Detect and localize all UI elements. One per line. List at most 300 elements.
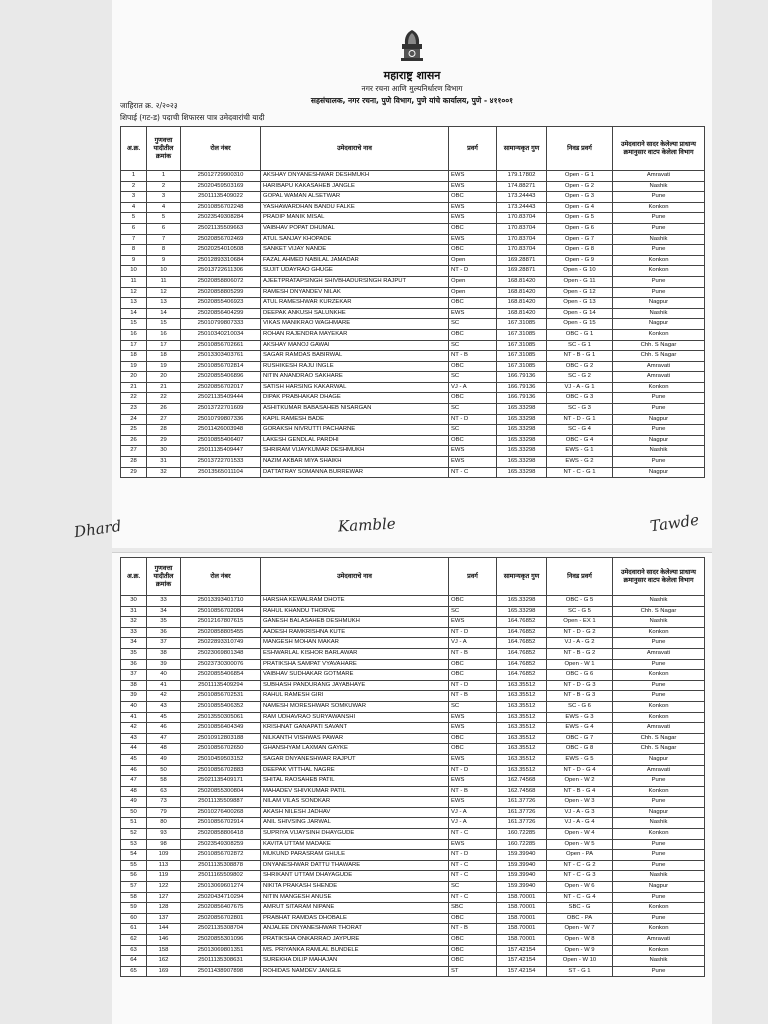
- cell-selection-category: SC - G 4: [547, 425, 613, 436]
- cell-selection-category: Open - W 2: [547, 776, 613, 787]
- cell-normalized-marks: 164.76852: [497, 670, 547, 681]
- table-row: [121, 945, 705, 956]
- cell-candidate-name: VIKAS MANIKRAO WAGHMARE: [261, 319, 449, 330]
- cell-serial: 59: [121, 903, 147, 914]
- cell-selection-category: EWS - G 5: [547, 754, 613, 765]
- cell-serial: 44: [121, 744, 147, 755]
- cell-merit-rank: 127: [147, 892, 181, 903]
- cell-candidate-name: SHRIRAM VIJAYKUMAR DESHMUKH: [261, 446, 449, 457]
- cell-normalized-marks: 166.79136: [497, 372, 547, 383]
- cell-allotted-division: Konkon: [613, 329, 705, 340]
- cell-serial: 11: [121, 276, 147, 287]
- cell-serial: 33: [121, 627, 147, 638]
- cell-candidate-name: PRATIKSHA SAMPAT VYAVAHARE: [261, 659, 449, 670]
- cell-merit-rank: 19: [147, 361, 181, 372]
- table-row: [121, 202, 705, 213]
- cell-merit-rank: 17: [147, 340, 181, 351]
- table-row: [121, 171, 705, 182]
- cell-normalized-marks: 173.24443: [497, 202, 547, 213]
- cell-normalized-marks: 160.72285: [497, 829, 547, 840]
- cell-normalized-marks: 165.33298: [497, 606, 547, 617]
- cell-roll-number: 25023730300076: [181, 659, 261, 670]
- cell-selection-category: Open - PA: [547, 850, 613, 861]
- table-row: [121, 670, 705, 681]
- table-row: [121, 765, 705, 776]
- table-body-page-1: [121, 171, 705, 478]
- cell-merit-rank: 1: [147, 171, 181, 182]
- cell-selection-category: SC - G 1: [547, 340, 613, 351]
- cell-normalized-marks: 163.35512: [497, 691, 547, 702]
- cell-selection-category: NT - D - G 3: [547, 680, 613, 691]
- cell-category: EWS: [449, 617, 497, 628]
- cell-allotted-division: Konkon: [613, 924, 705, 935]
- cell-merit-rank: 11: [147, 276, 181, 287]
- cell-merit-rank: 37: [147, 638, 181, 649]
- col-roll-number: रोल नंबर: [181, 127, 261, 171]
- cell-normalized-marks: 161.37726: [497, 818, 547, 829]
- cell-candidate-name: YASHAWARDHAN BANDU FALKE: [261, 202, 449, 213]
- cell-merit-rank: 3: [147, 192, 181, 203]
- cell-candidate-name: DNYANESHWAR DATTU THAWARE: [261, 860, 449, 871]
- table-row: [121, 701, 705, 712]
- cell-allotted-division: Pune: [613, 850, 705, 861]
- cell-candidate-name: SUPRIYA VIJAYSINH DHAYGUDE: [261, 829, 449, 840]
- cell-candidate-name: SAGAR DNYANESHWAR RAJPUT: [261, 754, 449, 765]
- cell-candidate-name: PRATIKSHA ONKARRAO JAYPURE: [261, 935, 449, 946]
- cell-allotted-division: Pune: [613, 839, 705, 850]
- cell-roll-number: 25020856702801: [181, 913, 261, 924]
- cell-selection-category: Open - EX 1: [547, 617, 613, 628]
- cell-normalized-marks: 159.39940: [497, 860, 547, 871]
- cell-merit-rank: 43: [147, 701, 181, 712]
- cell-normalized-marks: 163.35512: [497, 733, 547, 744]
- table-row: [121, 245, 705, 256]
- col-selection-category: निवड प्रवर्ग: [547, 558, 613, 596]
- cell-merit-rank: 41: [147, 680, 181, 691]
- col-category: प्रवर्ग: [449, 558, 497, 596]
- cell-candidate-name: NITIN MANGESH ANUSE: [261, 892, 449, 903]
- cell-selection-category: VJ - A - G 2: [547, 638, 613, 649]
- cell-selection-category: Open - G 14: [547, 308, 613, 319]
- cell-merit-rank: 28: [147, 425, 181, 436]
- cell-category: EWS: [449, 754, 497, 765]
- cell-allotted-division: Pune: [613, 659, 705, 670]
- cell-selection-category: VJ - A - G 4: [547, 818, 613, 829]
- cell-merit-rank: 144: [147, 924, 181, 935]
- table-row: [121, 839, 705, 850]
- cell-roll-number: 25010856404349: [181, 723, 261, 734]
- cell-merit-rank: 20: [147, 372, 181, 383]
- cell-category: NT - B: [449, 351, 497, 362]
- cell-roll-number: 25023549308259: [181, 839, 261, 850]
- cell-selection-category: VJ - A - G 3: [547, 807, 613, 818]
- cell-category: NT - D: [449, 850, 497, 861]
- cell-selection-category: OBC - G 1: [547, 329, 613, 340]
- cell-serial: 20: [121, 372, 147, 383]
- cell-category: VJ - A: [449, 638, 497, 649]
- col-candidate-name: उमेदवाराचे नाव: [261, 558, 449, 596]
- cell-candidate-name: KAVITA UTTAM MADAKE: [261, 839, 449, 850]
- cell-allotted-division: Pune: [613, 393, 705, 404]
- cell-normalized-marks: 164.76852: [497, 627, 547, 638]
- cell-roll-number: 25010799807333: [181, 319, 261, 330]
- cell-allotted-division: Amravati: [613, 171, 705, 182]
- table-row: [121, 393, 705, 404]
- cell-allotted-division: Nagpur: [613, 414, 705, 425]
- cell-roll-number: 25010340210034: [181, 329, 261, 340]
- cell-merit-rank: 113: [147, 860, 181, 871]
- cell-selection-category: OBC - G 3: [547, 393, 613, 404]
- cell-merit-rank: 169: [147, 966, 181, 977]
- cell-roll-number: 25010856702248: [181, 202, 261, 213]
- cell-category: OBC: [449, 659, 497, 670]
- cell-category: OBC: [449, 435, 497, 446]
- cell-normalized-marks: 165.33298: [497, 467, 547, 478]
- cell-roll-number: 25020858806072: [181, 276, 261, 287]
- table-row: [121, 913, 705, 924]
- cell-category: OBC: [449, 361, 497, 372]
- cell-candidate-name: PRADIP MANIK MISAL: [261, 213, 449, 224]
- cell-allotted-division: Nashik: [613, 871, 705, 882]
- page-1: [112, 0, 712, 548]
- cell-selection-category: Open - G 4: [547, 202, 613, 213]
- col-allotted-division: उमेदवाराने सादर केलेल्या प्राधान्य क्रमानुसार वाटप केलेला विभाग: [613, 127, 705, 171]
- cell-allotted-division: Konkon: [613, 903, 705, 914]
- cell-category: SBC: [449, 903, 497, 914]
- cell-category: NT - C: [449, 892, 497, 903]
- cell-normalized-marks: 161.37726: [497, 797, 547, 808]
- cell-candidate-name: ROHAN RAJENDRA MAYEKAR: [261, 329, 449, 340]
- cell-selection-category: Open - G 13: [547, 298, 613, 309]
- cell-category: OBC: [449, 670, 497, 681]
- cell-normalized-marks: 169.28871: [497, 255, 547, 266]
- table-row: [121, 319, 705, 330]
- table-row: [121, 308, 705, 319]
- cell-selection-category: Open - G 9: [547, 255, 613, 266]
- table-row: [121, 596, 705, 607]
- cell-selection-category: EWS - G 3: [547, 712, 613, 723]
- cell-roll-number: 25021135409171: [181, 776, 261, 787]
- table-header-row: [121, 127, 705, 171]
- cell-allotted-division: Pune: [613, 457, 705, 468]
- cell-allotted-division: Nashik: [613, 308, 705, 319]
- cell-allotted-division: Pune: [613, 223, 705, 234]
- cell-serial: 62: [121, 935, 147, 946]
- cell-candidate-name: MAHADEV SHIVKUMAR PATIL: [261, 786, 449, 797]
- cell-serial: 32: [121, 617, 147, 628]
- cell-normalized-marks: 170.83704: [497, 245, 547, 256]
- cell-category: SC: [449, 372, 497, 383]
- cell-selection-category: Open - W 10: [547, 956, 613, 967]
- cell-merit-rank: 39: [147, 659, 181, 670]
- cell-roll-number: 25020855406854: [181, 670, 261, 681]
- cell-merit-rank: 46: [147, 723, 181, 734]
- cell-serial: 35: [121, 648, 147, 659]
- cell-category: NT - B: [449, 648, 497, 659]
- table-row: [121, 213, 705, 224]
- cell-allotted-division: Nashik: [613, 181, 705, 192]
- cell-selection-category: Open - W 8: [547, 935, 613, 946]
- cell-category: Open: [449, 255, 497, 266]
- cell-serial: 41: [121, 712, 147, 723]
- cell-normalized-marks: 166.79136: [497, 382, 547, 393]
- cell-candidate-name: FAZAL AHMED NABILAL JAMADAR: [261, 255, 449, 266]
- table-row: [121, 807, 705, 818]
- cell-candidate-name: ANJALEE DNYANESHWAR THORAT: [261, 924, 449, 935]
- table-row: [121, 648, 705, 659]
- cell-category: NT - D: [449, 765, 497, 776]
- cell-normalized-marks: 165.33298: [497, 446, 547, 457]
- table-row: [121, 340, 705, 351]
- cell-merit-rank: 8: [147, 245, 181, 256]
- cell-category: NT - D: [449, 414, 497, 425]
- table-row: [121, 871, 705, 882]
- cell-serial: 56: [121, 871, 147, 882]
- cell-merit-rank: 109: [147, 850, 181, 861]
- cell-selection-category: NT - D - G 1: [547, 414, 613, 425]
- cell-candidate-name: LAKESH GENDLAL PARDHI: [261, 435, 449, 446]
- cell-category: VJ - A: [449, 818, 497, 829]
- cell-serial: 54: [121, 850, 147, 861]
- table-row: [121, 457, 705, 468]
- cell-candidate-name: NITIN ANANDRAO SAKHARE: [261, 372, 449, 383]
- cell-selection-category: NT - C - G 1: [547, 467, 613, 478]
- table-row: [121, 903, 705, 914]
- cell-roll-number: 25013722611306: [181, 266, 261, 277]
- cell-allotted-division: Pune: [613, 966, 705, 977]
- cell-candidate-name: SANKET VIJAY NANDE: [261, 245, 449, 256]
- cell-category: EWS: [449, 723, 497, 734]
- cell-category: NT - C: [449, 871, 497, 882]
- cell-selection-category: Open - G 1: [547, 171, 613, 182]
- cell-roll-number: 25020855406923: [181, 298, 261, 309]
- cell-serial: 63: [121, 945, 147, 956]
- cell-candidate-name: VAIBHAV POPAT DHUMAL: [261, 223, 449, 234]
- cell-category: SC: [449, 882, 497, 893]
- cell-candidate-name: RUSHIKESH RAJU INGLE: [261, 361, 449, 372]
- cell-candidate-name: KAPIL RAMESH BADE: [261, 414, 449, 425]
- cell-serial: 60: [121, 913, 147, 924]
- cell-merit-rank: 9: [147, 255, 181, 266]
- cell-normalized-marks: 162.74568: [497, 786, 547, 797]
- table-row: [121, 924, 705, 935]
- signature-center: Kamble: [337, 514, 397, 536]
- cell-normalized-marks: 165.33298: [497, 404, 547, 415]
- cell-merit-rank: 12: [147, 287, 181, 298]
- cell-serial: 50: [121, 807, 147, 818]
- cell-allotted-division: Chh. S Nagar: [613, 606, 705, 617]
- cell-roll-number: 25010856702531: [181, 691, 261, 702]
- cell-allotted-division: Amravati: [613, 723, 705, 734]
- cell-serial: 14: [121, 308, 147, 319]
- cell-category: EWS: [449, 181, 497, 192]
- cell-merit-rank: 6: [147, 223, 181, 234]
- cell-serial: 18: [121, 351, 147, 362]
- cell-candidate-name: VAIBHAV SUDHAKAR GOTMARE: [261, 670, 449, 681]
- cell-candidate-name: SUBHASH PANDURANG JAYABHAYE: [261, 680, 449, 691]
- cell-normalized-marks: 167.31085: [497, 340, 547, 351]
- cell-normalized-marks: 163.35512: [497, 701, 547, 712]
- table-row: [121, 882, 705, 893]
- cell-serial: 16: [121, 329, 147, 340]
- cell-serial: 52: [121, 829, 147, 840]
- cell-roll-number: 25020858805299: [181, 287, 261, 298]
- cell-normalized-marks: 170.83704: [497, 213, 547, 224]
- cell-roll-number: 25013303403761: [181, 351, 261, 362]
- cell-roll-number: 25012167807615: [181, 617, 261, 628]
- cell-normalized-marks: 167.31085: [497, 351, 547, 362]
- cell-roll-number: 25021135308704: [181, 924, 261, 935]
- cell-normalized-marks: 160.72285: [497, 839, 547, 850]
- table-row: [121, 329, 705, 340]
- col-selection-category: निवड प्रवर्ग: [547, 127, 613, 171]
- cell-selection-category: NT - B - G 1: [547, 351, 613, 362]
- state-emblem-icon: [395, 26, 429, 66]
- cell-selection-category: NT - D - G 2: [547, 627, 613, 638]
- col-category: प्रवर्ग: [449, 127, 497, 171]
- cell-serial: 13: [121, 298, 147, 309]
- cell-candidate-name: AMRUT SITARAM NIPANE: [261, 903, 449, 914]
- cell-normalized-marks: 173.24443: [497, 192, 547, 203]
- table-row: [121, 850, 705, 861]
- table-row: [121, 754, 705, 765]
- cell-normalized-marks: 167.31085: [497, 361, 547, 372]
- cell-normalized-marks: 168.81420: [497, 287, 547, 298]
- table-row: [121, 818, 705, 829]
- cell-roll-number: 25020459503169: [181, 181, 261, 192]
- cell-roll-number: 25010856702883: [181, 765, 261, 776]
- cell-candidate-name: GOPAL WAMAN ALSETWAR: [261, 192, 449, 203]
- table-row: [121, 627, 705, 638]
- table-row: [121, 638, 705, 649]
- cell-merit-rank: 146: [147, 935, 181, 946]
- cell-serial: 34: [121, 638, 147, 649]
- cell-selection-category: Open - W 5: [547, 839, 613, 850]
- cell-serial: 23: [121, 404, 147, 415]
- table-row: [121, 659, 705, 670]
- cell-roll-number: 25013069601274: [181, 882, 261, 893]
- cell-merit-rank: 73: [147, 797, 181, 808]
- col-merit-rank: गुणवत्ता यादीतील क्रमांक: [147, 127, 181, 171]
- cell-category: OBC: [449, 945, 497, 956]
- cell-allotted-division: Nashik: [613, 596, 705, 607]
- cell-selection-category: OBC - G 7: [547, 733, 613, 744]
- table-row: [121, 776, 705, 787]
- table-row: [121, 606, 705, 617]
- cell-merit-rank: 49: [147, 754, 181, 765]
- cell-allotted-division: Chh. S Nagar: [613, 733, 705, 744]
- cell-serial: 5: [121, 213, 147, 224]
- cell-allotted-division: Pune: [613, 913, 705, 924]
- cell-roll-number: 25020856407675: [181, 903, 261, 914]
- cell-candidate-name: NILKANTH VISHWAS PAWAR: [261, 733, 449, 744]
- cell-normalized-marks: 167.31085: [497, 319, 547, 330]
- cell-candidate-name: ANIL SHIVSING JARWAL: [261, 818, 449, 829]
- cell-serial: 8: [121, 245, 147, 256]
- cell-candidate-name: ATUL SANJAY KHOPADE: [261, 234, 449, 245]
- cell-merit-rank: 27: [147, 414, 181, 425]
- cell-roll-number: 25011165509802: [181, 871, 261, 882]
- cell-allotted-division: Nashik: [613, 956, 705, 967]
- cell-normalized-marks: 168.81420: [497, 298, 547, 309]
- cell-category: NT - C: [449, 829, 497, 840]
- cell-merit-rank: 158: [147, 945, 181, 956]
- cell-allotted-division: Konkon: [613, 945, 705, 956]
- cell-serial: 30: [121, 596, 147, 607]
- cell-selection-category: OBC - G 4: [547, 435, 613, 446]
- cell-roll-number: 25011135509887: [181, 797, 261, 808]
- cell-selection-category: SBC - G: [547, 903, 613, 914]
- cell-merit-rank: 16: [147, 329, 181, 340]
- cell-selection-category: OBC - G 6: [547, 670, 613, 681]
- cell-merit-rank: 33: [147, 596, 181, 607]
- cell-merit-rank: 80: [147, 818, 181, 829]
- cell-selection-category: SC - G 3: [547, 404, 613, 415]
- col-roll-number: रोल नंबर: [181, 558, 261, 596]
- cell-roll-number: 25020856404299: [181, 308, 261, 319]
- candidate-table-page-1: [120, 126, 705, 478]
- cell-candidate-name: SUJIT UDAYRAO GHUGE: [261, 266, 449, 277]
- cell-selection-category: Open - G 12: [547, 287, 613, 298]
- cell-normalized-marks: 169.28871: [497, 266, 547, 277]
- cell-normalized-marks: 165.33298: [497, 414, 547, 425]
- cell-roll-number: 25020858806418: [181, 829, 261, 840]
- cell-serial: 58: [121, 892, 147, 903]
- candidate-table-page-2: [120, 557, 705, 977]
- cell-serial: 48: [121, 786, 147, 797]
- cell-category: EWS: [449, 213, 497, 224]
- cell-serial: 49: [121, 797, 147, 808]
- cell-candidate-name: GORAKSH NIVRUTTI PACHARNE: [261, 425, 449, 436]
- cell-normalized-marks: 170.83704: [497, 223, 547, 234]
- cell-selection-category: Open - G 10: [547, 266, 613, 277]
- cell-normalized-marks: 179.17802: [497, 171, 547, 182]
- cell-roll-number: 25010856702914: [181, 818, 261, 829]
- cell-selection-category: NT - B - G 2: [547, 648, 613, 659]
- cell-serial: 7: [121, 234, 147, 245]
- cell-merit-rank: 13: [147, 298, 181, 309]
- cell-selection-category: SC - G 2: [547, 372, 613, 383]
- col-candidate-name: उमेदवाराचे नाव: [261, 127, 449, 171]
- cell-allotted-division: Amravati: [613, 361, 705, 372]
- cell-serial: 40: [121, 701, 147, 712]
- cell-roll-number: 25010856702084: [181, 606, 261, 617]
- cell-candidate-name: GANESH BALASAHEB DESHMUKH: [261, 617, 449, 628]
- cell-category: EWS: [449, 308, 497, 319]
- cell-merit-rank: 18: [147, 351, 181, 362]
- cell-merit-rank: 35: [147, 617, 181, 628]
- cell-allotted-division: Konkon: [613, 701, 705, 712]
- cell-merit-rank: 14: [147, 308, 181, 319]
- cell-candidate-name: AKSHAY MANOJ GAWAI: [261, 340, 449, 351]
- cell-allotted-division: Konkon: [613, 255, 705, 266]
- cell-roll-number: 25010912803188: [181, 733, 261, 744]
- cell-selection-category: Open - G 3: [547, 192, 613, 203]
- cell-normalized-marks: 164.76852: [497, 617, 547, 628]
- cell-merit-rank: 34: [147, 606, 181, 617]
- cell-allotted-division: Nagpur: [613, 882, 705, 893]
- cell-merit-rank: 21: [147, 382, 181, 393]
- table-row: [121, 797, 705, 808]
- cell-serial: 65: [121, 966, 147, 977]
- cell-normalized-marks: 163.35512: [497, 723, 547, 734]
- cell-allotted-division: Pune: [613, 691, 705, 702]
- cell-candidate-name: RAHUL KHANDU THORVE: [261, 606, 449, 617]
- cell-merit-rank: 36: [147, 627, 181, 638]
- cell-candidate-name: AKSHAY DNYANESHWAR DESHMUKH: [261, 171, 449, 182]
- cell-merit-rank: 7: [147, 234, 181, 245]
- cell-normalized-marks: 164.76852: [497, 638, 547, 649]
